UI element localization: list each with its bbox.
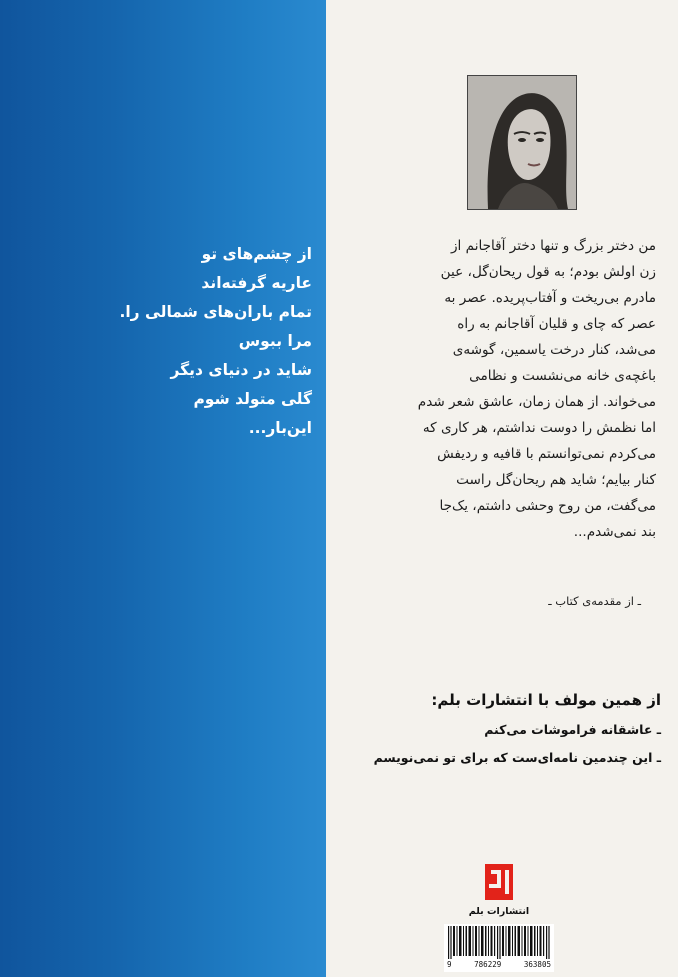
poem-line: مرا ببوس [238,332,312,350]
excerpt-line: عصر که چای و قلیان آقاجانم به راه [457,316,656,332]
poem-line: تمام باران‌های شمالی را. [119,303,312,321]
blue-side-panel [0,0,326,977]
excerpt-line: می‌شد، کنار درخت یاسمین، گوشه‌ی [452,342,656,358]
other-books-heading: از همین مولف با انتشارات بلم: [431,691,661,709]
poem-line: شاید در دنیای دیگر [170,361,312,379]
excerpt-line: باغچه‌ی خانه می‌نشست و نظامی [469,368,656,384]
excerpt-line: من دختر بزرگ و تنها دختر آقاجانم از [450,238,656,254]
excerpt-line: می‌کردم نمی‌توانستم با قافیه و ردیفش [437,446,656,462]
excerpt-source: ـ از مقدمه‌ی کتاب ـ [548,594,641,608]
excerpt-line: مادرم بی‌ریخت و آفتاب‌پریده. عصر به [444,290,656,306]
book-excerpt [351,233,656,545]
poem-line: این‌بار... [248,419,312,437]
barcode-digit-group: 363805 [523,960,551,969]
publisher-name: انتشارات بلم [468,906,530,917]
poem-line: عاریه گرفته‌اند [201,274,312,292]
isbn-barcode [444,924,554,972]
poem-line: گلی متولد شوم [193,390,312,408]
barcode-digit-group: 786229 [474,960,502,969]
other-books [351,684,661,772]
publisher-logo-icon [479,862,519,902]
barcode-digit-group: 9 [447,960,452,969]
other-book-item: ـ عاشقانه فراموشات می‌کنم [484,722,661,737]
poem [40,240,312,443]
excerpt-line: می‌خواند. از همان زمان، عاشق شعر شدم [417,394,656,410]
excerpt-line: می‌گفت، من روح وحشی داشتم، یک‌جا [439,498,656,514]
poem-line: از چشم‌های تو [201,245,312,263]
excerpt-line: کنار بیایم؛ شاید هم ریحان‌گل راست [456,472,656,488]
excerpt-line: زن اولش بودم؛ به قول ریحان‌گل، عین [440,264,656,280]
other-book-item: ـ این چندمین نامه‌ای‌ست که برای تو نمی‌نویسم [373,750,661,765]
excerpt-line: اما نظمش را دوست نداشتم، هر کاری که [422,420,656,436]
barcode-digits [444,960,554,969]
excerpt-line: بند نمی‌شدم... [573,524,656,540]
author-photo [467,75,577,210]
